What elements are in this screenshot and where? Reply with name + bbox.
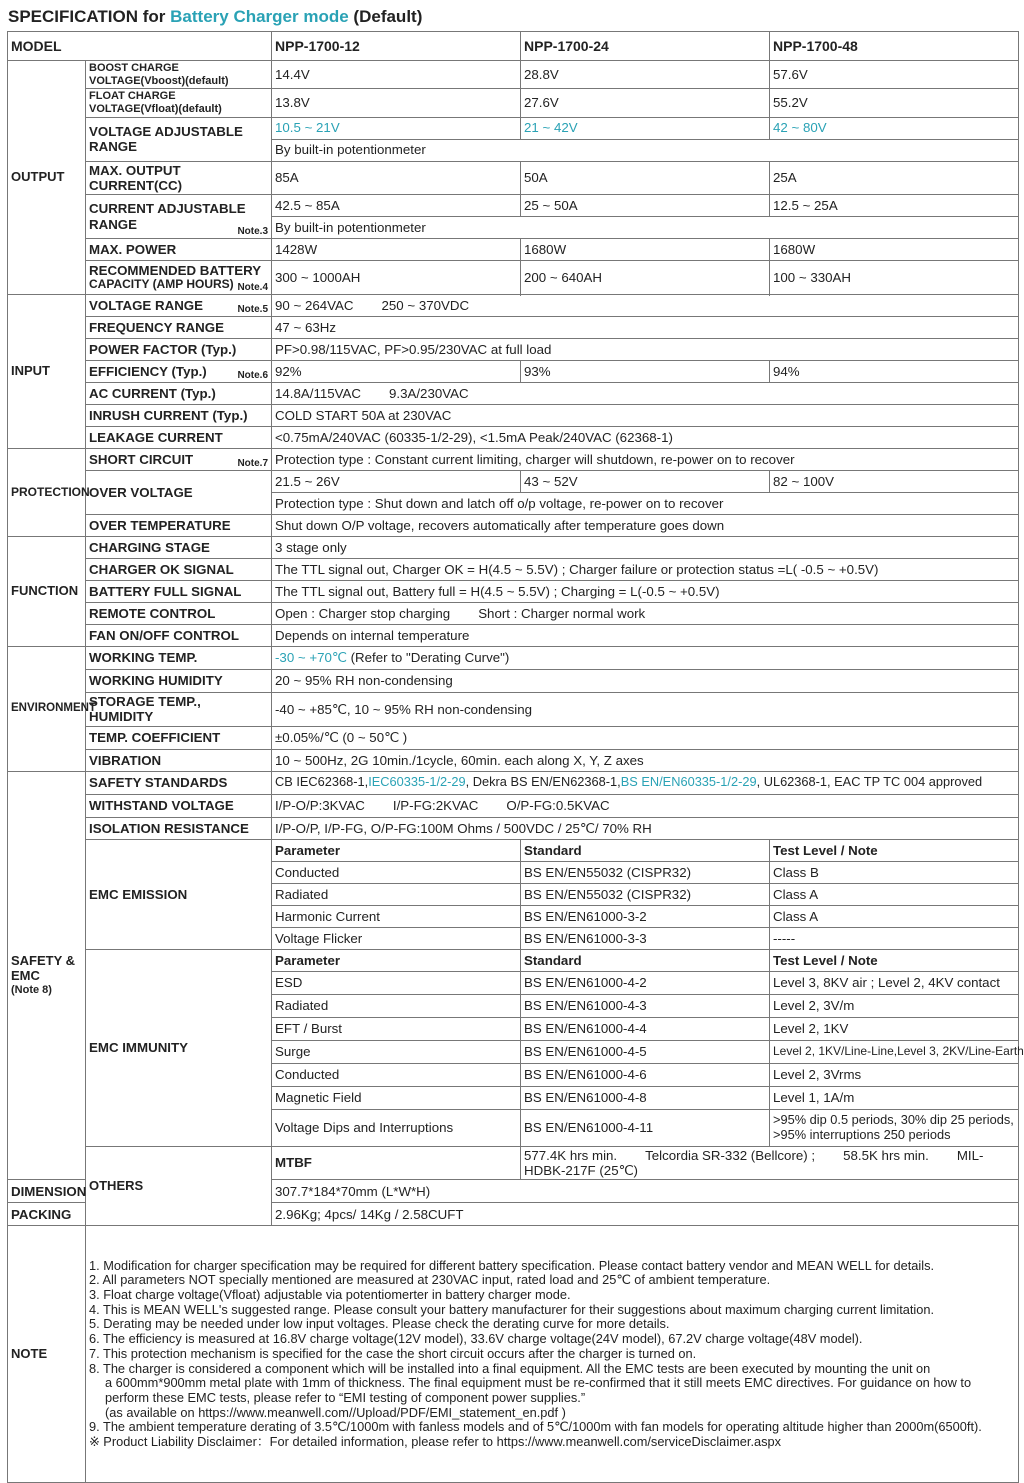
mtbf-mil-hrs: 58.5K hrs min. — [843, 1147, 929, 1163]
table-row — [8, 295, 1019, 317]
std-ul: , UL62368-1, EAC TP TC 004 approved — [756, 774, 983, 790]
emi-level: Class A — [770, 905, 1019, 927]
vadj-note: By built-in potentionmeter — [272, 139, 1019, 161]
std-label: SAFETY STANDARDS — [86, 771, 272, 794]
category-input: INPUT — [8, 295, 86, 449]
mtbf-telcordia-hrs: 577.4K hrs min. — [524, 1147, 618, 1163]
model-24: NPP-1700-24 — [521, 32, 770, 61]
vr-label-cell — [86, 295, 272, 317]
float-12: 13.8V — [272, 89, 521, 117]
maxcur-24: 50A — [521, 161, 770, 195]
wh-value: 20 ~ 95% RH non-condensing — [272, 670, 1019, 693]
ac-230: 9.3A/230VAC — [389, 385, 469, 401]
ac-value — [272, 383, 1019, 405]
emi-level: Class B — [770, 861, 1019, 883]
wv-ipfg: I/P-FG:2KVAC — [392, 798, 479, 814]
category-safety — [8, 771, 86, 1180]
table-row — [8, 195, 1019, 217]
ems-param: Surge — [272, 1040, 521, 1063]
ems-level: Level 3, 8KV air ; Level 2, 4KV contact — [770, 971, 1019, 994]
vadj-24: 21 ~ 42V — [521, 117, 770, 139]
table-row — [8, 261, 1019, 295]
cadj-48: 12.5 ~ 25A — [770, 195, 1019, 217]
category-others: OTHERS — [86, 1146, 272, 1226]
note-ref: Note.7 — [237, 457, 268, 469]
page-title — [8, 7, 422, 27]
table-row — [8, 89, 1019, 117]
power-12: 1428W — [272, 239, 521, 261]
note-8-cont: perform these EMC tests, please refer to “EMI testing of component power supplies.” — [105, 1390, 586, 1405]
power-24: 1680W — [521, 239, 770, 261]
disclaimer: ※ Product Liability Disclaimer：For detailed information, please refer to https://www.meanwell.com/serviceDisclaimer.aspx — [89, 1434, 782, 1450]
note-8-link: (as available on https://www.meanwell.com//Upload/PDF/EMI_statement_en.pdf ) — [105, 1404, 566, 1420]
notes-row — [8, 1226, 1019, 1483]
table-row — [8, 603, 1019, 625]
note-9: 9. The ambient temperature derating of 3.5℃/1000m with fanless models and of 5℃/1000m with fan models for operating altitude higher than 2000m(6500ft). — [89, 1419, 982, 1435]
wv-value — [272, 794, 1019, 817]
ems-level: Level 2, 1KV/Line-Line,Level 3, 2KV/Line-Earth — [770, 1040, 1019, 1063]
table-row — [8, 117, 1019, 139]
model-48: NPP-1700-48 — [770, 32, 1019, 61]
fan-value: Depends on internal temperature — [272, 625, 1019, 647]
note-8: 8. The charger is considered a component which will be installed into a final equipment. All the EMC tests are been executed by mounting the unit on — [89, 1360, 931, 1376]
note-ref: Note.4 — [237, 281, 268, 293]
iso-value: I/P-O/P, I/P-FG, O/P-FG:100M Ohms / 500VDC / 25℃/ 70% RH — [272, 817, 1019, 839]
table-row — [8, 405, 1019, 427]
ems-std: BS EN/EN61000-4-5 — [521, 1040, 770, 1063]
ov-24: 43 ~ 52V — [521, 471, 770, 493]
std-iec: IEC60335-1/2-29 — [368, 774, 466, 790]
model-row — [8, 32, 1019, 61]
float-48: 55.2V — [770, 89, 1019, 117]
pf-value: PF>0.98/115VAC, PF>0.95/230VAC at full load — [272, 339, 1019, 361]
table-row — [8, 537, 1019, 559]
rc-short: Short : Charger normal work — [478, 605, 646, 621]
eff-12: 92% — [272, 361, 521, 383]
emi-std: BS EN/EN55032 (CISPR32) — [521, 883, 770, 905]
eff-label: EFFICIENCY (Typ.) — [89, 363, 207, 379]
table-row — [8, 383, 1019, 405]
ems-level: Level 2, 1KV — [770, 1017, 1019, 1040]
pack-label: PACKING — [8, 1203, 86, 1226]
mtbf-label: MTBF — [272, 1146, 521, 1180]
table-row — [8, 317, 1019, 339]
note-1: 1. Modification for charger specification may be required for different battery specification. Please contact battery vendor and MEAN WELL for details. — [89, 1257, 935, 1273]
table-row — [8, 949, 1019, 971]
iso-label: ISOLATION RESISTANCE — [86, 817, 272, 839]
rc-value — [272, 603, 1019, 625]
vr-label: VOLTAGE RANGE — [89, 297, 204, 313]
table-row — [8, 471, 1019, 493]
maxcur-label: MAX. OUTPUT CURRENT(CC) — [86, 161, 272, 195]
ov-label: OVER VOLTAGE — [86, 471, 272, 515]
spec-table — [7, 31, 1024, 1483]
ems-header-param: Parameter — [272, 949, 521, 971]
tc-value: ±0.05%/℃ (0 ~ 50℃ ) — [272, 726, 1019, 749]
table-row — [8, 361, 1019, 383]
ov-type: Protection type : Shut down and latch off o/p voltage, re-power on to recover — [272, 493, 1019, 515]
table-row — [8, 239, 1019, 261]
wt-value — [272, 647, 1019, 670]
stage-value: 3 stage only — [272, 537, 1019, 559]
ems-std: BS EN/EN61000-4-6 — [521, 1063, 770, 1086]
cadj-label: CURRENT ADJUSTABLE RANGE — [89, 201, 246, 232]
boost-24: 28.8V — [521, 61, 770, 89]
ac-label: AC CURRENT (Typ.) — [86, 383, 272, 405]
emi-param: Radiated — [272, 883, 521, 905]
freq-value: 47 ~ 63Hz — [272, 317, 1019, 339]
category-note: NOTE — [8, 1226, 86, 1483]
batt-label-2: CAPACITY (AMP HOURS) — [89, 277, 234, 292]
ems-header-level: Test Level / Note — [770, 949, 1019, 971]
vr-ac: 90 ~ 264VAC — [275, 297, 354, 313]
category-environment: ENVIRONMENT — [8, 647, 86, 772]
float-24: 27.6V — [521, 89, 770, 117]
table-row — [8, 339, 1019, 361]
ov-12: 21.5 ~ 26V — [272, 471, 521, 493]
dips-level-2: >95% interruptions 250 periods — [773, 1126, 951, 1142]
cadj-label-cell — [86, 195, 272, 239]
eff-label-cell — [86, 361, 272, 383]
note-ref: Note.5 — [237, 303, 268, 315]
ov-48: 82 ~ 100V — [770, 471, 1019, 493]
table-row — [8, 449, 1019, 471]
eff-24: 93% — [521, 361, 770, 383]
note-6: 6. The efficiency is measured at 16.8V charge voltage(12V model), 33.6V charge voltage(24V model), 67.2V charge voltage(48V model). — [89, 1331, 863, 1347]
table-row — [8, 1146, 1019, 1180]
model-12: NPP-1700-12 — [272, 32, 521, 61]
table-row — [8, 670, 1019, 693]
ok-label: CHARGER OK SIGNAL — [86, 559, 272, 581]
note-ref: Note.6 — [237, 369, 268, 381]
maxcur-48: 25A — [770, 161, 1019, 195]
st-label: STORAGE TEMP., HUMIDITY — [86, 693, 272, 727]
sc-value: Protection type : Constant current limiting, charger will shutdown, re-power on to recover — [272, 449, 1019, 471]
table-row — [8, 581, 1019, 603]
ems-std: BS EN/EN61000-4-2 — [521, 971, 770, 994]
mtbf-value — [521, 1146, 1019, 1180]
emi-header-std: Standard — [521, 839, 770, 861]
wt-label: WORKING TEMP. — [86, 647, 272, 670]
batt-label-1: RECOMMENDED BATTERY — [89, 263, 262, 279]
table-row — [8, 61, 1019, 89]
sc-label: SHORT CIRCUIT — [89, 451, 194, 467]
batt-48: 100 ~ 330AH — [770, 261, 1019, 295]
emi-level: ----- — [770, 927, 1019, 949]
safety-cat-1: SAFETY & — [11, 953, 76, 969]
note-4: 4. This is MEAN WELL's suggested range. Please consult your battery manufacturer for their suggestions about maximum charging current limitation. — [89, 1301, 935, 1317]
wv-opfg: O/P-FG:0.5KVAC — [506, 798, 610, 814]
leak-label: LEAKAGE CURRENT — [86, 427, 272, 449]
inrush-value: COLD START 50A at 230VAC — [272, 405, 1019, 427]
table-row — [8, 647, 1019, 670]
cadj-12: 42.5 ~ 85A — [272, 195, 521, 217]
ok-value: The TTL signal out, Charger OK = H(4.5 ~ 5.5V) ; Charger failure or protection status =L( -0.5 ~ +0.5V) — [272, 559, 1019, 581]
note-8-cont: a 600mm*900mm metal plate with 1mm of thickness. The final equipment must be re-confirmed that it still meets EMC directives. For guidance on how to — [105, 1375, 972, 1391]
eff-48: 94% — [770, 361, 1019, 383]
float-label: FLOAT CHARGE VOLTAGE(Vfloat)(default) — [86, 89, 272, 117]
emi-param: Voltage Flicker — [272, 927, 521, 949]
ems-header-std: Standard — [521, 949, 770, 971]
full-label: BATTERY FULL SIGNAL — [86, 581, 272, 603]
leak-value: <0.75mA/240VAC (60335-1/2-29), <1.5mA Peak/240VAC (62368-1) — [272, 427, 1019, 449]
table-row — [8, 161, 1019, 195]
stage-label: CHARGING STAGE — [86, 537, 272, 559]
dips-level-1: >95% dip 0.5 periods, 30% dip 25 periods, — [773, 1111, 1014, 1127]
mtbf-telcordia: Telcordia SR-332 (Bellcore) ; — [645, 1147, 816, 1163]
model-label: MODEL — [8, 32, 272, 61]
note-ref: Note.3 — [237, 225, 268, 237]
ems-std: BS EN/EN61000-4-3 — [521, 994, 770, 1017]
std-dekra: , Dekra BS EN/EN62368-1, — [465, 774, 621, 790]
batt-12: 300 ~ 1000AH — [272, 261, 521, 295]
cadj-note: By built-in potentionmeter — [272, 217, 1019, 239]
table-row — [8, 559, 1019, 581]
title-suffix: (Default) — [348, 7, 423, 26]
boost-label: BOOST CHARGE VOLTAGE(Vboost)(default) — [86, 61, 272, 89]
ems-param: EFT / Burst — [272, 1017, 521, 1040]
vadj-12: 10.5 ~ 21V — [272, 117, 521, 139]
note-5: 5. Derating may be needed under low input voltages. Please check the derating curve for more details. — [89, 1316, 670, 1332]
notes-block — [86, 1226, 1019, 1483]
sc-label-cell — [86, 449, 272, 471]
ems-label: EMC IMMUNITY — [86, 949, 272, 1146]
cadj-24: 25 ~ 50A — [521, 195, 770, 217]
std-bsen: BS EN/EN60335-1/2-29 — [620, 774, 757, 790]
vadj-label: VOLTAGE ADJUSTABLE RANGE — [86, 117, 272, 161]
emi-std: BS EN/EN61000-3-3 — [521, 927, 770, 949]
table-row — [8, 817, 1019, 839]
ot-label: OVER TEMPERATURE — [86, 515, 272, 537]
std-value — [272, 771, 1019, 794]
emi-param: Harmonic Current — [272, 905, 521, 927]
boost-48: 57.6V — [770, 61, 1019, 89]
note-3: 3. Float charge voltage(Vfloat) adjustable via potentiomerter in battery charger mode. — [89, 1287, 571, 1303]
ems-param: Voltage Dips and Interruptions — [272, 1109, 521, 1146]
vadj-48: 42 ~ 80V — [770, 117, 1019, 139]
wv-label: WITHSTAND VOLTAGE — [86, 794, 272, 817]
ot-value: Shut down O/P voltage, recovers automatically after temperature goes down — [272, 515, 1019, 537]
table-row — [8, 749, 1019, 771]
boost-12: 14.4V — [272, 61, 521, 89]
emi-label: EMC EMISSION — [86, 839, 272, 949]
ems-std: BS EN/EN61000-4-4 — [521, 1017, 770, 1040]
mtbf-mil: MIL-HDBK-217F (25℃) — [524, 1147, 984, 1178]
rc-label: REMOTE CONTROL — [86, 603, 272, 625]
dim-label: DIMENSION — [8, 1180, 86, 1203]
ems-level: Level 1, 1A/m — [770, 1086, 1019, 1109]
ems-level: Level 2, 3Vrms — [770, 1063, 1019, 1086]
ac-115: 14.8A/115VAC — [275, 385, 361, 401]
ems-std: BS EN/EN61000-4-11 — [521, 1109, 770, 1146]
emi-header-level: Test Level / Note — [770, 839, 1019, 861]
inrush-label: INRUSH CURRENT (Typ.) — [86, 405, 272, 427]
ems-std: BS EN/EN61000-4-8 — [521, 1086, 770, 1109]
tc-label: TEMP. COEFFICIENT — [86, 726, 272, 749]
power-48: 1680W — [770, 239, 1019, 261]
ems-param: ESD — [272, 971, 521, 994]
category-function: FUNCTION — [8, 537, 86, 647]
wh-label: WORKING HUMIDITY — [86, 670, 272, 693]
pack-value: 2.96Kg; 4pcs/ 14Kg / 2.58CUFT — [272, 1203, 1019, 1226]
std-cb: CB IEC62368-1, — [275, 774, 369, 790]
emi-param: Conducted — [272, 861, 521, 883]
table-row — [8, 771, 1019, 794]
note-2: 2. All parameters NOT specially mentioned are measured at 230VAC input, rated load and 25℃ of ambient temperature. — [89, 1272, 771, 1288]
category-protection: PROTECTION — [8, 449, 86, 537]
table-row — [8, 726, 1019, 749]
vr-dc: 250 ~ 370VDC — [381, 297, 470, 313]
vr-value — [272, 295, 1019, 317]
st-value: -40 ~ +85℃, 10 ~ 95% RH non-condensing — [272, 693, 1019, 727]
pf-label: POWER FACTOR (Typ.) — [86, 339, 272, 361]
fan-label: FAN ON/OFF CONTROL — [86, 625, 272, 647]
ems-level-dips — [770, 1109, 1019, 1146]
safety-cat-2: EMC — [11, 968, 40, 984]
emi-level: Class A — [770, 883, 1019, 905]
wt-rest: (Refer to "Derating Curve") — [346, 650, 510, 666]
dim-value: 307.7*184*70mm (L*W*H) — [272, 1180, 1019, 1203]
ems-param: Radiated — [272, 994, 521, 1017]
wt-range: -30 ~ +70℃ — [275, 650, 347, 666]
ems-param: Conducted — [272, 1063, 521, 1086]
table-row — [8, 794, 1019, 817]
full-value: The TTL signal out, Battery full = H(4.5 ~ 5.5V) ; Charging = L(-0.5 ~ +0.5V) — [272, 581, 1019, 603]
emi-header-param: Parameter — [272, 839, 521, 861]
wv-ipop: I/P-O/P:3KVAC — [275, 798, 365, 814]
note-7: 7. This protection mechanism is specified for the case the short circuit occurs after the charger is turned on. — [89, 1345, 697, 1361]
vib-value: 10 ~ 500Hz, 2G 10min./1cycle, 60min. each along X, Y, Z axes — [272, 749, 1019, 771]
table-row — [8, 839, 1019, 861]
table-row — [8, 693, 1019, 727]
batt-24: 200 ~ 640AH — [521, 261, 770, 295]
batt-label-cell — [86, 261, 272, 295]
title-mode: Battery Charger mode — [170, 7, 349, 26]
maxcur-12: 85A — [272, 161, 521, 195]
category-output: OUTPUT — [8, 61, 86, 295]
table-row — [8, 625, 1019, 647]
power-label: MAX. POWER — [86, 239, 272, 261]
emi-std: BS EN/EN55032 (CISPR32) — [521, 861, 770, 883]
table-row — [8, 427, 1019, 449]
rc-open: Open : Charger stop charging — [275, 605, 451, 621]
ems-level: Level 2, 3V/m — [770, 994, 1019, 1017]
vib-label: VIBRATION — [86, 749, 272, 771]
emi-std: BS EN/EN61000-3-2 — [521, 905, 770, 927]
freq-label: FREQUENCY RANGE — [86, 317, 272, 339]
table-row — [8, 515, 1019, 537]
title-prefix: SPECIFICATION for — [8, 7, 171, 26]
safety-cat-note: (Note 8) — [11, 984, 52, 997]
ems-param: Magnetic Field — [272, 1086, 521, 1109]
